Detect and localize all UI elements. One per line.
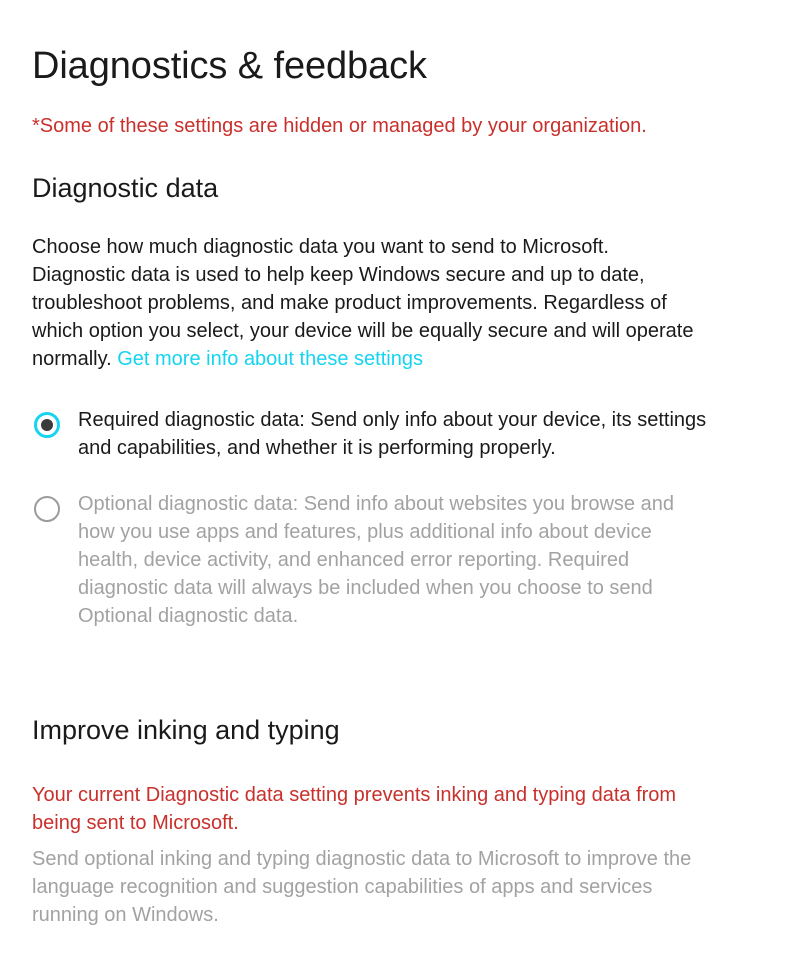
radio-option-required-label: Required diagnostic data: Send only info about your device, its settings and capabilities, and whether it is performing properly. <box>78 409 707 460</box>
radio-option-optional-diagnostic-data <box>32 490 732 630</box>
radio-option-optional-label: Optional diagnostic data: Send info about websites you browse and how you use apps and features, plus additional info about device health, device activity, and enhanced error reporting. Required diagnostic data will always be included when you choose to send Optional diagnostic data. <box>78 493 674 628</box>
diagnostic-data-radio-group <box>32 373 732 630</box>
radio-selected-icon[interactable] <box>34 412 60 438</box>
organization-managed-notice: *Some of these settings are hidden or managed by your organization. <box>32 114 647 137</box>
page-title: Diagnostics & feedback <box>32 45 427 87</box>
diagnostic-data-description <box>32 204 704 373</box>
diagnostic-data-heading: Diagnostic data <box>32 172 219 203</box>
section-diagnostic-data <box>32 139 732 630</box>
inking-and-typing-warning: Your current Diagnostic data setting prevents inking and typing data from being sent to Microsoft. <box>32 783 677 834</box>
diagnostic-data-description-text: Choose how much diagnostic data you want to send to Microsoft. Diagnostic data is used to help keep Windows secure and up to date, troubleshoot problems, and make product improvements. Regardless of which option you select, your device will be equally secure and will operate normally. <box>32 236 694 371</box>
radio-unselected-icon <box>34 496 60 522</box>
radio-option-required-diagnostic-data[interactable] <box>32 406 732 462</box>
inking-and-typing-description: Send optional inking and typing diagnostic data to Microsoft to improve the language recognition and suggestion capabilities of apps and services running on Windows. <box>32 847 692 926</box>
settings-content <box>32 0 732 929</box>
get-more-info-link[interactable]: Get more info about these settings <box>117 348 423 371</box>
section-improve-inking-and-typing <box>32 630 732 928</box>
inking-and-typing-heading: Improve inking and typing <box>32 715 340 746</box>
